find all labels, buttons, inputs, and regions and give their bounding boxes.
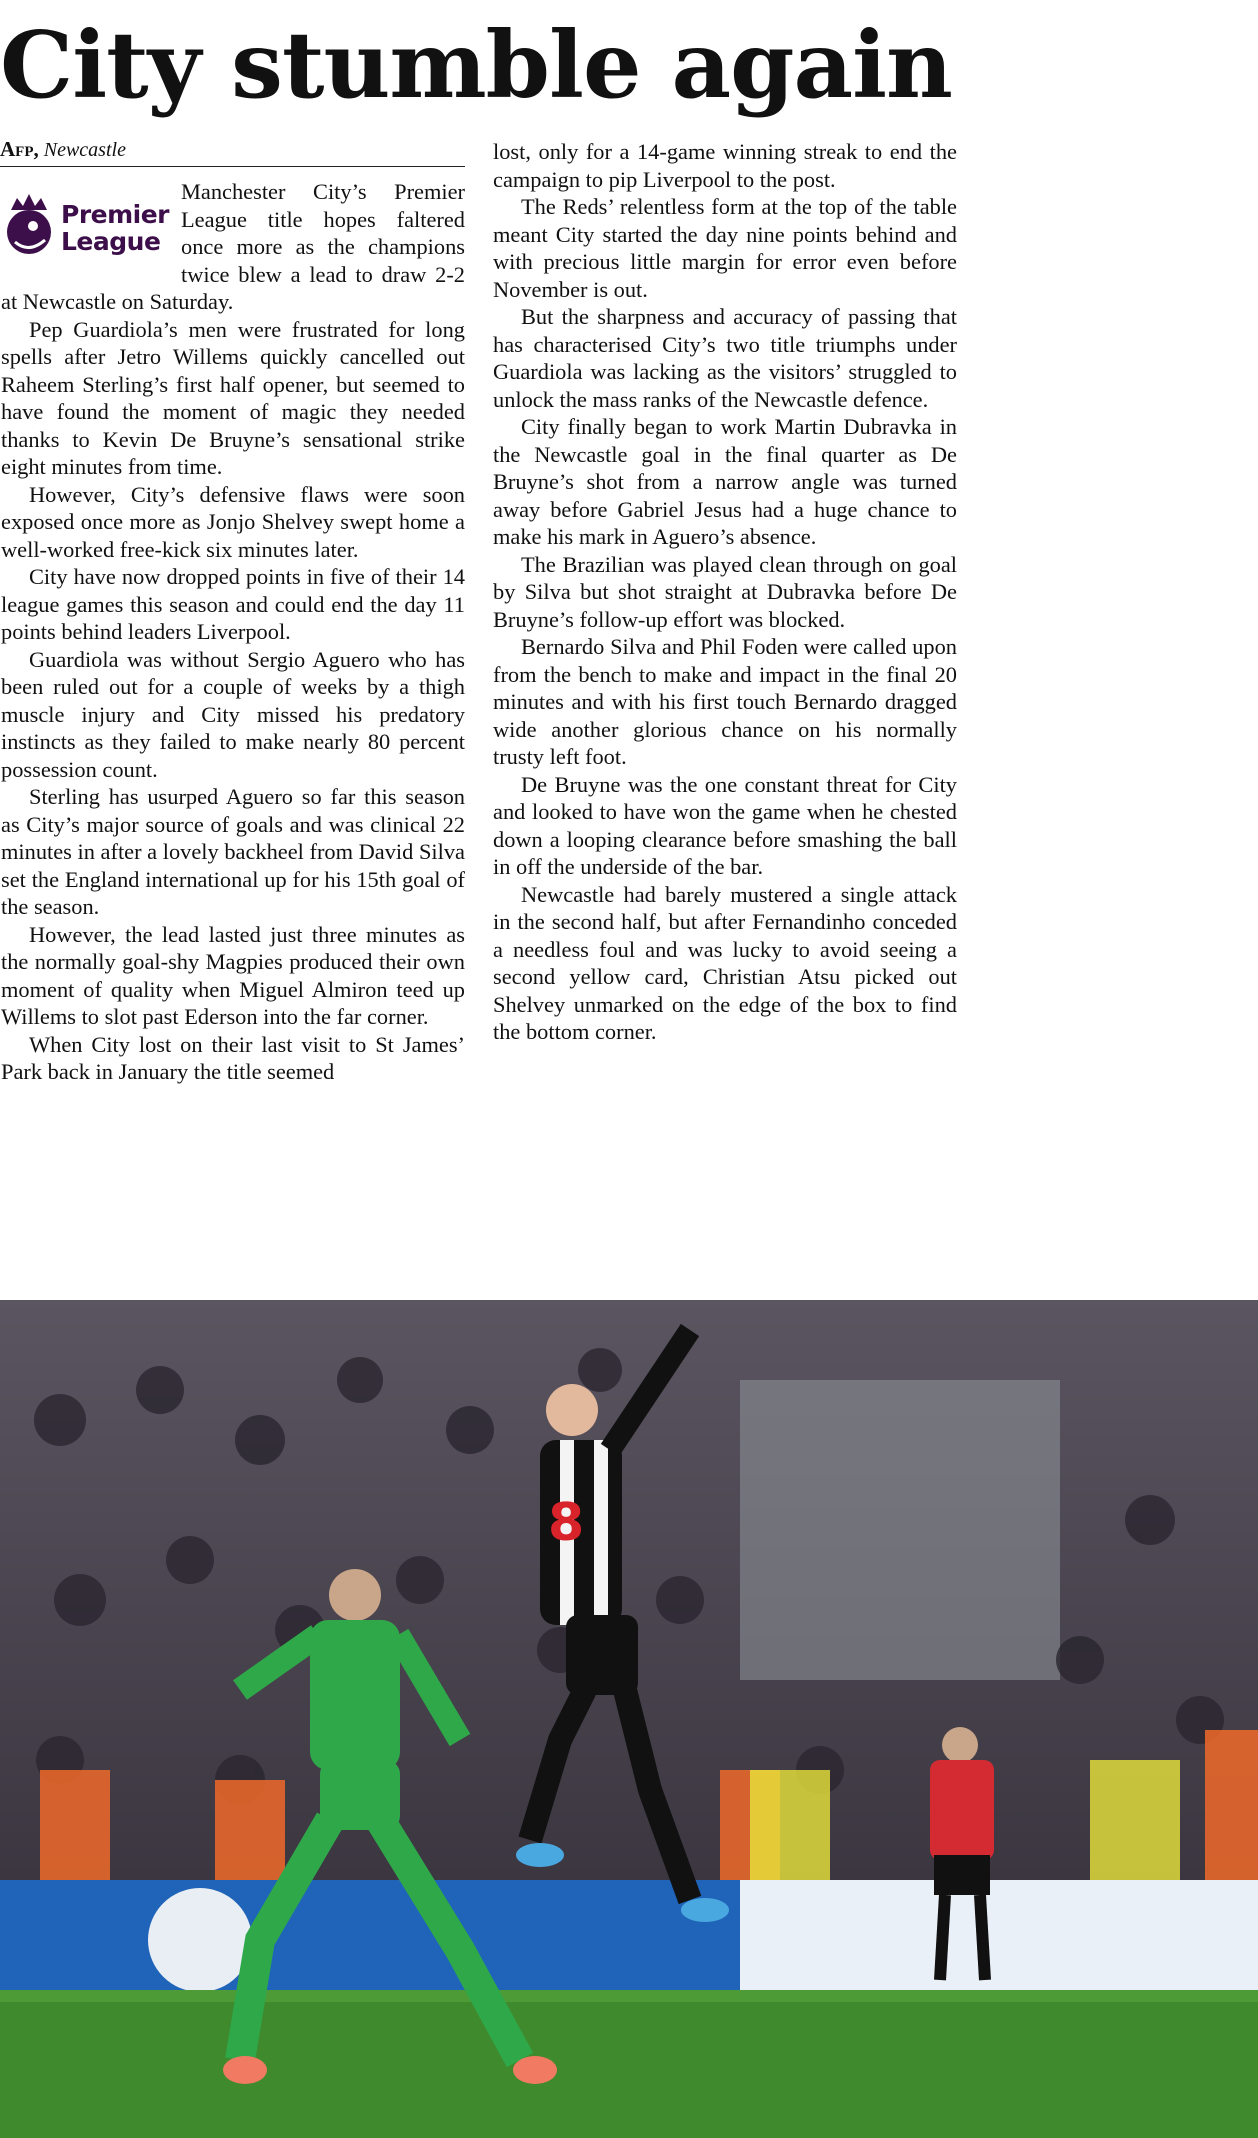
logo-text-line1: Premier (61, 200, 170, 229)
byline-location: Newcastle (43, 139, 126, 161)
paragraph: Bernardo Silva and Phil Foden were called upon from the bench to make and impact in the final 20 minutes and with his first touch Bernardo dragged wide another glorious chance on his normally trusty left foot. (493, 634, 957, 769)
paragraph: Sterling has usurped Aguero so far this season as City’s major source of goals and was clinical 22 minutes in after a lovely backheel from David Silva set the England international up for his 15th goal of the season. (1, 784, 465, 919)
logo-text-line2: League (61, 227, 161, 256)
paragraph: However, the lead lasted just three minutes as the normally goal-shy Magpies produced their own moment of quality when Miguel Almiron teed up Willems to slot past Ederson into the far corner. (1, 921, 465, 1029)
headline: City stumble again (0, 11, 952, 119)
paragraph: When City lost on their last visit to St James’ Park back in January the title seemed (1, 1031, 465, 1084)
paragraph: City have now dropped points in five of their 14 league games this season and could end the day 11 points behind leaders Liverpool. (1, 564, 465, 644)
paragraph: Guardiola was without Sergio Aguero who has been ruled out for a couple of weeks by a thigh muscle injury and City missed his predatory instincts as they failed to make nearly 80 percent possession count. (1, 646, 465, 782)
match-photo (0, 1300, 1258, 2138)
byline-agency: Afp, (0, 137, 39, 161)
lion-crest-icon (1, 192, 57, 264)
paragraph: lost, only for a 14-game winning streak to end the campaign to pip Liverpool to the post. (493, 139, 957, 192)
shirt-number: 8 (548, 1493, 585, 1553)
paragraph: Manchester City’s Premier League title hopes faltered once more as the champions twice blew a lead to draw 2-2 at Newcastle on Saturday. (1, 179, 465, 314)
article-column-1 (1, 178, 465, 1086)
paragraph: The Brazilian was played clean through on goal by Silva but shot straight at Dubravka before De Bruyne’s follow-up effort was blocked. (493, 551, 957, 632)
stadium-steps (740, 1380, 1060, 1680)
premier-league-logo (1, 180, 171, 276)
paragraph: Newcastle had barely mustered a single attack in the second half, but after Fernandinho conceded a needless foul and was lucky to avoid seeing a second yellow card, Christian Atsu picked out Shelvey unmarked on the edge of the box to find the bottom corner. (493, 881, 957, 1044)
paragraph: However, City’s defensive flaws were soon exposed once more as Jonjo Shelvey swept home a well-worked free-kick six minutes later. (1, 481, 465, 562)
paragraph: Pep Guardiola’s men were frustrated for long spells after Jetro Willems quickly cancelled out Raheem Sterling’s first half opener, but seemed to have found the moment of magic they needed thanks to Kevin De Bruyne’s sensational strike eight minutes from time. (1, 316, 465, 479)
ball-graphic (148, 1888, 252, 1992)
celebration-photo-illustration (0, 1300, 1258, 2138)
article-column-2 (493, 138, 957, 1046)
crowd-stands (0, 1300, 1258, 1880)
steward-yellow-2 (1090, 1760, 1180, 1880)
byline (0, 132, 465, 167)
paragraph: The Reds’ relentless form at the top of the table meant City started the day nine points behind and with precious little margin for error even before November is out. (493, 194, 957, 302)
advertising-panel (740, 1880, 1258, 1990)
logo-text (61, 201, 169, 255)
steward-yellow (750, 1770, 830, 1880)
paragraph: De Bruyne was the one constant threat for City and looked to have won the game when he chested down a looping clearance before smashing the ball in off the underside of the bar. (493, 771, 957, 879)
pitch (0, 1990, 1258, 2138)
paragraph: But the sharpness and accuracy of passing that has characterised City’s two title triumphs under Guardiola was lacking as the visitors’ struggled to unlock the mass ranks of the Newcastle defence. (493, 304, 957, 412)
pitch-edge (0, 1990, 1258, 2002)
paragraph: City finally began to work Martin Dubravka in the Newcastle goal in the final quarter as De Bruyne’s shot from a narrow angle was turned away before Gabriel Jesus had a huge chance to make his mark in Aguero’s absence. (493, 414, 957, 549)
